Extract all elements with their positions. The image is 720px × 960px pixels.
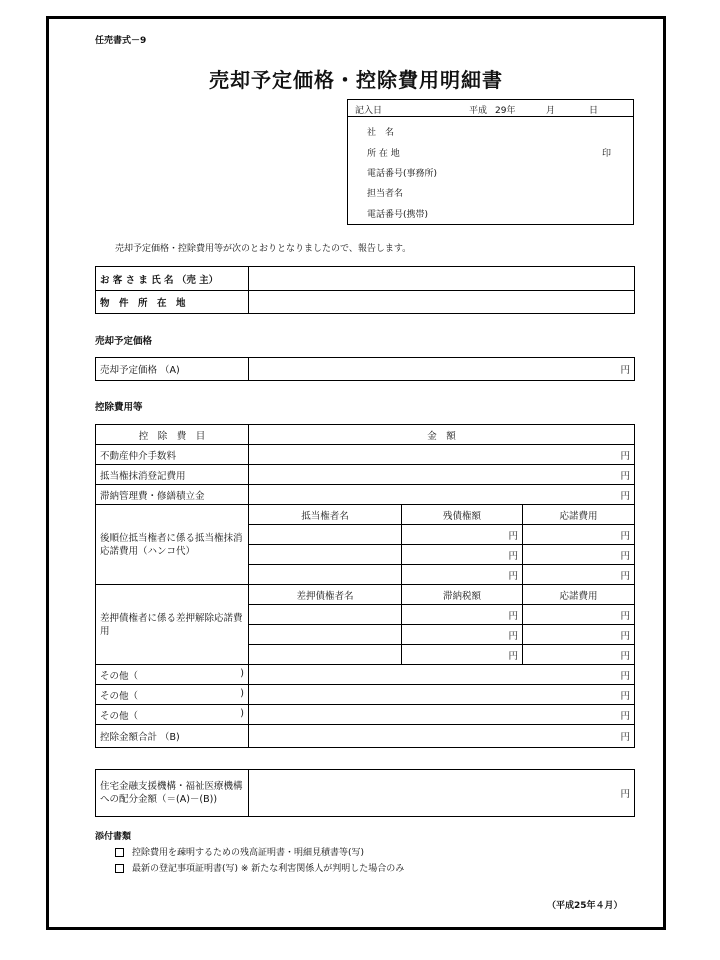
form-code: 任売書式－9 bbox=[95, 36, 147, 46]
deductions-table bbox=[95, 424, 635, 748]
seizure-name-field[interactable] bbox=[249, 645, 402, 665]
seal-mark: 印 bbox=[602, 149, 612, 159]
other-label: その他（ bbox=[100, 710, 139, 722]
seizure-tax-field[interactable]: 円 bbox=[402, 625, 523, 645]
other-label: その他（ bbox=[100, 670, 139, 682]
sale-price-field[interactable]: 円 bbox=[249, 358, 635, 381]
seizure-label: 差押債権者に係る差押解除応諾費用 bbox=[96, 585, 249, 665]
property-label: 物 件 所 在 地 bbox=[96, 291, 249, 314]
attachment-label: 最新の登記事項証明書(写) ※ 新たな利害関係人が判明した場合のみ bbox=[132, 864, 405, 874]
junior-balance-field[interactable]: 円 bbox=[402, 545, 523, 565]
distribution-amount-field[interactable]: 円 bbox=[249, 770, 635, 817]
mobile-phone-label: 電話番号(携帯) bbox=[367, 210, 429, 220]
entry-era: 平成 bbox=[469, 106, 488, 116]
other-label: その他（ bbox=[100, 690, 139, 702]
seizure-col-name: 差押債権者名 bbox=[249, 585, 402, 605]
distribution-table bbox=[95, 769, 635, 817]
customer-table bbox=[95, 266, 635, 314]
seizure-tax-field[interactable]: 円 bbox=[402, 605, 523, 625]
sale-price-heading: 売却予定価格 bbox=[95, 336, 153, 347]
deduction-row-label: 不動産仲介手数料 bbox=[96, 445, 249, 465]
col-item-header: 控 除 費 目 bbox=[96, 425, 249, 445]
seizure-name-field[interactable] bbox=[249, 605, 402, 625]
junior-fee-field[interactable]: 円 bbox=[523, 565, 635, 585]
page-title: 売却予定価格・控除費用明細書 bbox=[209, 68, 503, 92]
attachment-label: 控除費用を疎明するための残高証明書・明細見積書等(写) bbox=[132, 848, 365, 858]
junior-col-name: 抵当権者名 bbox=[249, 505, 402, 525]
junior-col-balance: 残債権額 bbox=[402, 505, 523, 525]
junior-name-field[interactable] bbox=[249, 565, 402, 585]
junior-col-fee: 応諾費用 bbox=[523, 505, 635, 525]
deduction-row-label: 抵当権抹消登記費用 bbox=[96, 465, 249, 485]
seizure-col-tax: 滞納税額 bbox=[402, 585, 523, 605]
other-amount-field[interactable]: 円 bbox=[249, 685, 635, 705]
junior-balance-field[interactable]: 円 bbox=[402, 525, 523, 545]
person-label: 担当者名 bbox=[367, 189, 404, 199]
other-amount-field[interactable]: 円 bbox=[249, 705, 635, 725]
sale-price-label: 売却予定価格 （A) bbox=[96, 358, 249, 381]
close-paren: ) bbox=[240, 707, 244, 719]
attachment-item bbox=[115, 861, 404, 874]
deduction-row-label: 滞納管理費・修繕積立金 bbox=[96, 485, 249, 505]
company-label: 社 名 bbox=[367, 128, 395, 138]
col-amount-header: 金 額 bbox=[249, 425, 635, 445]
attachment-item bbox=[115, 845, 364, 858]
junior-fee-field[interactable]: 円 bbox=[523, 545, 635, 565]
junior-fee-field[interactable]: 円 bbox=[523, 525, 635, 545]
other-row-label bbox=[96, 665, 249, 685]
property-field[interactable] bbox=[249, 291, 635, 314]
other-row-label bbox=[96, 705, 249, 725]
junior-balance-field[interactable]: 円 bbox=[402, 565, 523, 585]
deduction-amount-field[interactable]: 円 bbox=[249, 445, 635, 465]
deductions-heading: 控除費用等 bbox=[95, 402, 143, 413]
address-label: 所 在 地 bbox=[367, 149, 400, 159]
sale-price-table bbox=[95, 357, 635, 381]
junior-mortgage-label: 後順位抵当権者に係る抵当権抹消応諾費用（ハンコ代） bbox=[96, 505, 249, 585]
junior-name-field[interactable] bbox=[249, 525, 402, 545]
attachment-checkbox[interactable] bbox=[115, 864, 124, 873]
entry-month: 月 bbox=[546, 106, 556, 116]
distribution-label: 住宅金融支援機構・福祉医療機構への配分金額（＝(A)－(B)) bbox=[96, 770, 249, 817]
form-sheet bbox=[46, 16, 666, 930]
attachment-checkbox[interactable] bbox=[115, 848, 124, 857]
close-paren: ) bbox=[240, 667, 244, 679]
junior-name-field[interactable] bbox=[249, 545, 402, 565]
seizure-col-fee: 応諾費用 bbox=[523, 585, 635, 605]
seizure-fee-field[interactable]: 円 bbox=[523, 605, 635, 625]
intro-text: 売却予定価格・控除費用等が次のとおりとなりましたので、報告します。 bbox=[115, 244, 412, 254]
total-label: 控除金額合計 （B) bbox=[96, 725, 249, 748]
close-paren: ) bbox=[240, 687, 244, 699]
deduction-amount-field[interactable]: 円 bbox=[249, 485, 635, 505]
customer-name-label: お 客 さ ま 氏 名 （売 主） bbox=[96, 267, 249, 291]
entry-year: 29年 bbox=[495, 106, 516, 116]
seizure-tax-field[interactable]: 円 bbox=[402, 645, 523, 665]
other-amount-field[interactable]: 円 bbox=[249, 665, 635, 685]
seizure-fee-field[interactable]: 円 bbox=[523, 625, 635, 645]
entry-day: 日 bbox=[589, 106, 599, 116]
customer-name-field[interactable] bbox=[249, 267, 635, 291]
seizure-name-field[interactable] bbox=[249, 625, 402, 645]
other-row-label bbox=[96, 685, 249, 705]
attachments-heading: 添付書類 bbox=[95, 832, 132, 842]
revision-date: （平成25年４月） bbox=[547, 901, 623, 911]
total-amount-field[interactable]: 円 bbox=[249, 725, 635, 748]
deduction-amount-field[interactable]: 円 bbox=[249, 465, 635, 485]
entry-date-label: 記入日 bbox=[355, 106, 383, 116]
office-phone-label: 電話番号(事務所) bbox=[367, 169, 438, 179]
seizure-fee-field[interactable]: 円 bbox=[523, 645, 635, 665]
